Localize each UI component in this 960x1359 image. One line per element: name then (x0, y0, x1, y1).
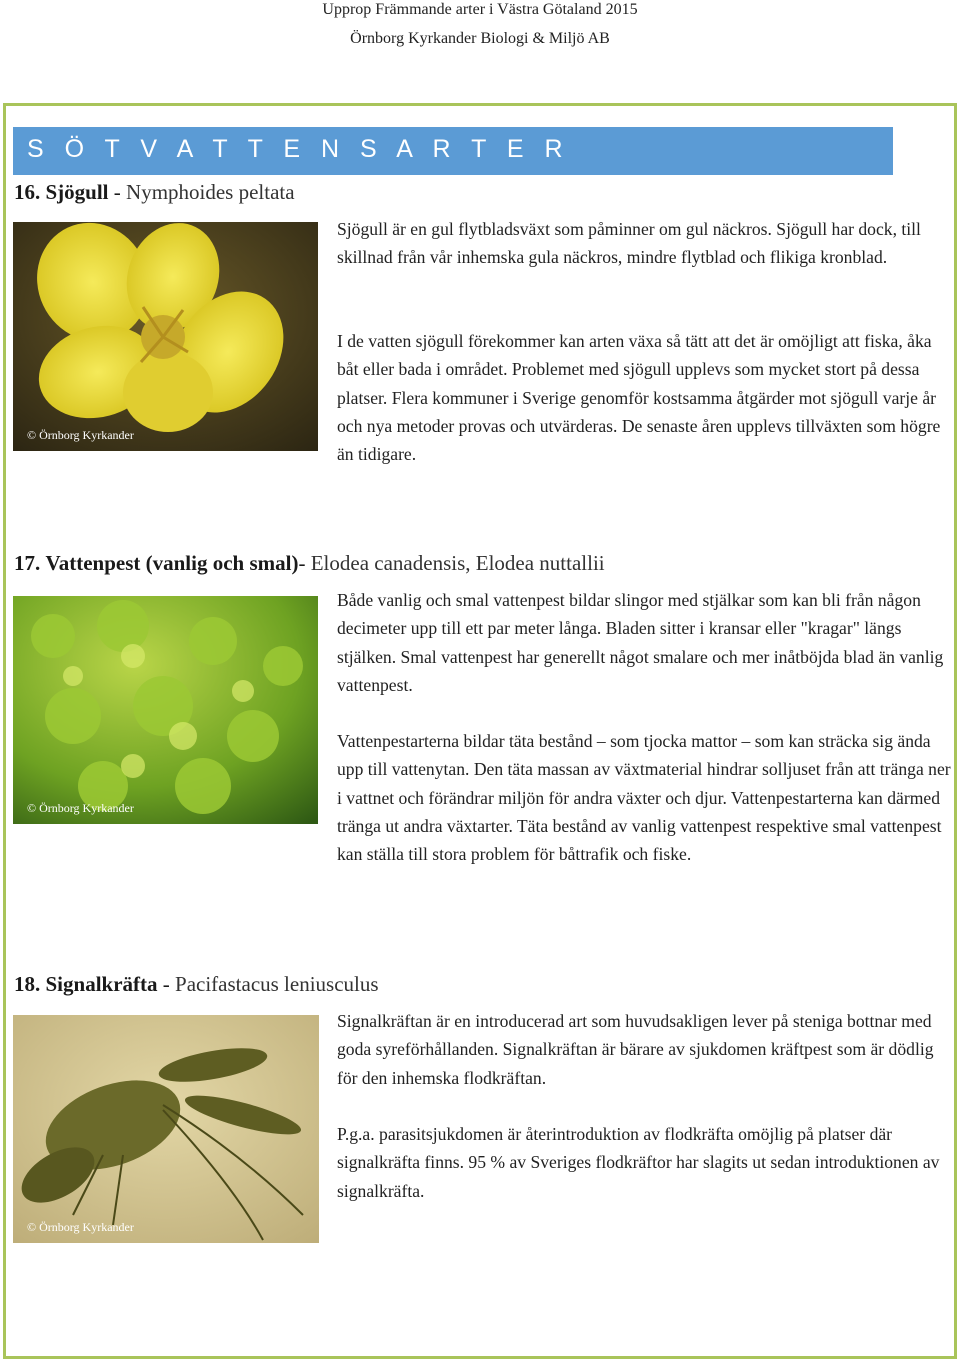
yellow-flower-photo (13, 222, 318, 451)
species-latin: Nymphoides peltata (126, 180, 295, 204)
species-heading-17 (14, 551, 605, 576)
species-latin: Elodea canadensis, Elodea nuttallii (310, 551, 605, 575)
species-sep: - (108, 180, 127, 204)
photo-credit: © Örnborg Kyrkander (27, 428, 134, 442)
section-title: S Ö T V A T T E N S A R T E R (27, 135, 570, 163)
waterweed-photo (13, 596, 318, 824)
photo-credit: © Örnborg Kyrkander (27, 1220, 134, 1234)
species-name: Signalkräfta (45, 972, 158, 996)
species-heading-16 (14, 180, 295, 205)
species-18-paragraph-2: P.g.a. parasitsjukdomen är återintroduktion av flodkräfta omöjlig på platser där signalkräfta finns. 95 % av Sveriges flodkräftor har slagits ut sedan introduktionen av signalkräfta. (337, 1124, 940, 1201)
species-sep: - (157, 972, 176, 996)
species-17-paragraph-1: Både vanlig och smal vattenpest bildar slingor med stjälkar som kan bli från någon decimeter upp till ett par meter långa. Bladen sitter i kransar eller "kragar" längs stjälken. Smal vattenpest har generellt något smalare och mer inåtböjda blad än vanlig vattenpest. (337, 590, 944, 695)
species-17-paragraph-2: Vattenpestarterna bildar täta bestånd – som tjocka mattor – som kan sträcka sig ända upp till vattenytan. Den täta massan av växtmaterial hindrar solljuset från att tränga ner i vattnet och förändrar miljön för andra växter och djur. Vattenpestarterna kan därmed tränga ut andra växtarter. Täta bestånd av vanlig vattenpest respektive smal vattenpest kan ställa till stora problem för båttrafik och fiske. (337, 731, 951, 865)
header-title: Upprop Främmande arter i Västra Götaland 2015 (322, 1, 638, 18)
species-number: 17. (14, 551, 41, 575)
species-16-paragraph-2: I de vatten sjögull förekommer kan arten växa så tätt att det är omöjligt att fiska, åka båt eller bada i området. Problemet med sjögull upplevs som mycket stort på dessa platser. Flera kommuner i Sverige genomför kostsamma åtgärder mot sjögull varje år och nya metoder provas och utvärderas. De senaste åren upplevs tillväxten som högre än tidigare. (337, 331, 941, 465)
species-name: Vattenpest (vanlig och smal) (45, 551, 299, 575)
species-name: Sjögull (45, 180, 109, 204)
species-18-paragraph-1: Signalkräftan är en introducerad art som huvudsakligen lever på steniga bottnar med goda syreförhållanden. Signalkräftan är bärare av sjukdomen kräftpest som är dödlig för den inhemska flodkräftan. (337, 1011, 934, 1088)
species-number: 18. (14, 972, 41, 996)
photo-credit: © Örnborg Kyrkander (27, 801, 134, 815)
species-latin: Pacifastacus leniusculus (175, 972, 379, 996)
species-sep: - (298, 551, 311, 575)
section-banner (13, 127, 893, 175)
crayfish-photo (13, 1015, 319, 1243)
species-16-paragraph-1: Sjögull är en gul flytbladsväxt som påminner om gul näckros. Sjögull har dock, till skillnad från vår inhemska gula näckros, mindre flytblad och flikiga kronblad. (337, 219, 921, 268)
header-subtitle: Örnborg Kyrkander Biologi & Miljö AB (350, 30, 610, 47)
species-number: 16. (14, 180, 41, 204)
species-heading-18 (14, 972, 379, 997)
